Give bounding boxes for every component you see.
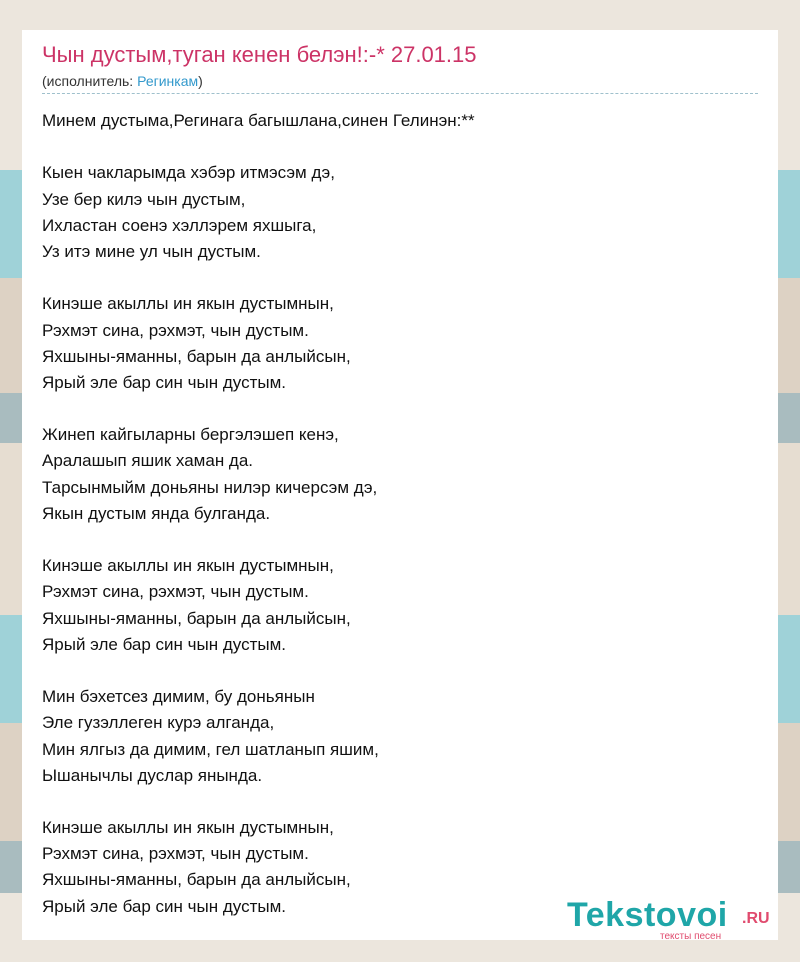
lyric-line: Тарсынмыйм доньяны нилэр кичерсэм дэ,: [42, 477, 378, 497]
lyric-line: Рэхмэт сина, рэхмэт, чын дустым.: [42, 844, 309, 864]
lyric-line: Якын дустым янда булганда.: [42, 503, 271, 523]
stanza-gap: [42, 658, 475, 684]
lyric-line: Яхшыны-яманны, барын да анлыйсын,: [42, 346, 351, 366]
lyric-line: Аралашып яшик хаман да.: [42, 451, 254, 471]
stanza-gap: [42, 134, 475, 160]
artist-line: [42, 73, 203, 89]
stanza-gap: [42, 265, 475, 291]
lyric-line: Яхшыны-яманны, барын да анлыйсын,: [42, 870, 351, 890]
logo-tld: .RU: [742, 910, 770, 927]
lyric-line: Эле гузэллеген курэ алганда,: [42, 713, 275, 733]
artist-prefix: (исполнитель:: [42, 73, 138, 89]
lyric-line: Кинэше акыллы ин якын дустымнын,: [42, 818, 334, 838]
lyric-line: Рэхмэт сина, рэхмэт, чын дустым.: [42, 582, 309, 602]
song-title: Чын дустым,туган кенен белэн!:-* 27.01.15: [42, 42, 477, 67]
artist-suffix: ): [198, 73, 203, 89]
tekstovoi-logo[interactable]: [567, 896, 777, 940]
title-separator: [42, 93, 758, 94]
lyric-line: Кинэше акыллы ин якын дустымнын,: [42, 556, 334, 576]
stanza-gap: [42, 789, 475, 815]
lyric-line: Мин ялгыз да димим, гел шатланып яшим,: [42, 739, 379, 759]
logo-wordmark: Tekstovoi: [567, 896, 728, 934]
lyric-line: Ихластан соенэ хэллэрем яхшыга,: [42, 215, 317, 235]
lyric-line: Ярый эле бар син чын дустым.: [42, 634, 286, 654]
lyric-line: Уз итэ мине ул чын дустым.: [42, 241, 261, 261]
lyric-line: Кыен чакларымда хэбэр итмэсэм дэ,: [42, 163, 335, 183]
lyric-line: Ышанычлы дуслар янында.: [42, 765, 263, 785]
lyric-line: Ярый эле бар син чын дустым.: [42, 372, 286, 392]
lyric-line: Мин бэхетсез димим, бу доньянын: [42, 687, 315, 707]
lyric-line: Жинеп кайгыларны бергэлэшеп кенэ,: [42, 425, 339, 445]
lyrics-text: [42, 108, 475, 920]
lyric-line: Ярый эле бар син чын дустым.: [42, 896, 286, 916]
lyric-line: Рэхмэт сина, рэхмэт, чын дустым.: [42, 320, 309, 340]
stanza-gap: [42, 527, 475, 553]
artist-link[interactable]: Регинкам: [137, 73, 199, 89]
lyric-line: Кинэше акыллы ин якын дустымнын,: [42, 294, 334, 314]
lyric-line: Яхшыны-яманны, барын да анлыйсын,: [42, 608, 351, 628]
logo-tagline: тексты песен: [660, 931, 722, 942]
lyric-line: Узе бер килэ чын дустым,: [42, 189, 246, 209]
lyrics-card: [22, 30, 778, 940]
stanza-gap: [42, 396, 475, 422]
lyric-line: Минем дустыма,Регинага багышлана,синен Гелинэн:**: [42, 111, 475, 130]
